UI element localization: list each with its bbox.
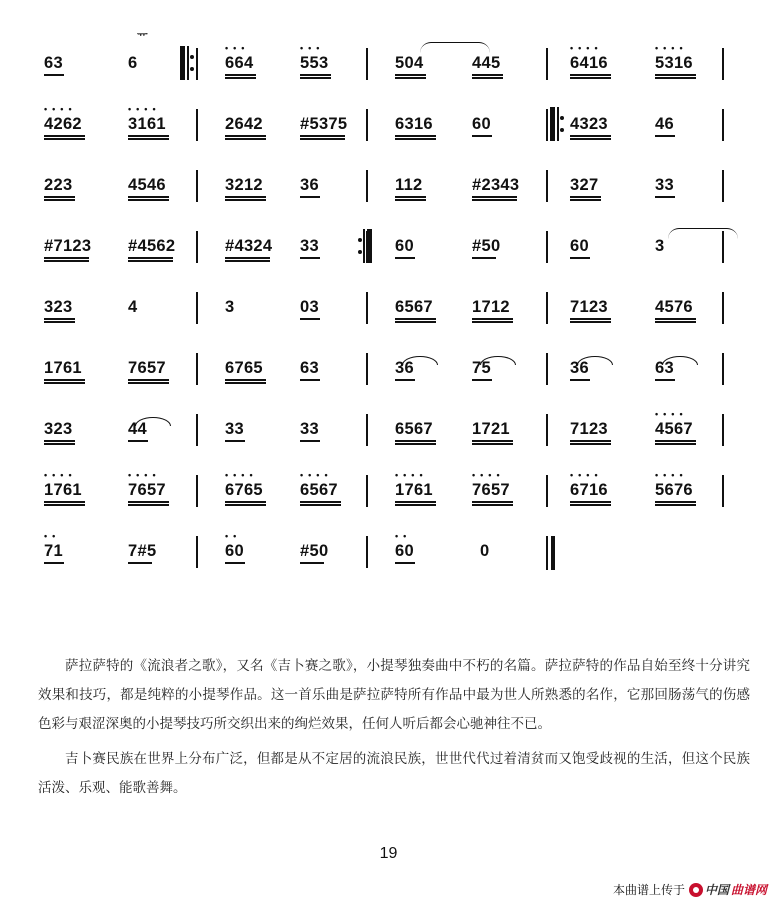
bar-line bbox=[546, 170, 548, 202]
underline bbox=[225, 440, 245, 442]
notes: 3 bbox=[225, 298, 235, 316]
site-logo[interactable] bbox=[689, 881, 767, 898]
underline-double bbox=[44, 504, 85, 506]
underline bbox=[570, 74, 611, 76]
underline bbox=[395, 74, 426, 76]
score-line bbox=[0, 40, 777, 90]
underline-double bbox=[570, 138, 611, 140]
notes: 71 bbox=[44, 542, 63, 560]
underline bbox=[570, 440, 611, 442]
underline-double bbox=[570, 321, 611, 323]
underline bbox=[300, 135, 345, 137]
notes: 7657 bbox=[472, 481, 510, 499]
underline-double bbox=[300, 77, 331, 79]
underline-double bbox=[395, 443, 436, 445]
notes: 2642 bbox=[225, 115, 263, 133]
page-number: 19 bbox=[379, 845, 398, 862]
notes: 6716 bbox=[570, 481, 608, 499]
octave-dots: •••• bbox=[655, 470, 688, 480]
notes: 5316 bbox=[655, 54, 693, 72]
notes: 3 bbox=[655, 237, 665, 255]
notes: 6567 bbox=[300, 481, 338, 499]
bar-line bbox=[722, 414, 724, 446]
underline bbox=[128, 501, 169, 503]
underline-double bbox=[44, 199, 75, 201]
underline bbox=[300, 379, 320, 381]
underline bbox=[570, 318, 611, 320]
bar-line bbox=[196, 170, 198, 202]
notes: 6416 bbox=[570, 54, 608, 72]
bar-line bbox=[196, 48, 198, 80]
tie bbox=[420, 42, 490, 53]
underline bbox=[225, 501, 266, 503]
notes: 7#5 bbox=[128, 542, 157, 560]
underline bbox=[300, 318, 320, 320]
underline-double bbox=[225, 77, 256, 79]
notes: 33 bbox=[655, 176, 674, 194]
notes: 1761 bbox=[395, 481, 433, 499]
octave-dots: •• bbox=[225, 531, 242, 541]
underline bbox=[655, 196, 675, 198]
underline-double bbox=[44, 382, 85, 384]
notes: 60 bbox=[395, 237, 414, 255]
footer bbox=[613, 881, 767, 898]
underline bbox=[225, 135, 266, 137]
underline-double bbox=[655, 504, 696, 506]
octave-dots: •••• bbox=[570, 43, 603, 53]
score-line bbox=[0, 162, 777, 212]
underline bbox=[225, 379, 266, 381]
repeat-sign bbox=[358, 229, 372, 263]
underline bbox=[472, 318, 513, 320]
notes: 6567 bbox=[395, 420, 433, 438]
notes: 504 bbox=[395, 54, 424, 72]
notes: 445 bbox=[472, 54, 501, 72]
logo-icon bbox=[689, 883, 703, 897]
bar-line bbox=[546, 353, 548, 385]
underline bbox=[128, 257, 173, 259]
underline-double bbox=[128, 199, 169, 201]
ornament-mark: ᅲ bbox=[137, 29, 148, 41]
underline bbox=[128, 196, 169, 198]
notes: 36 bbox=[570, 359, 589, 377]
octave-dots: •••• bbox=[225, 470, 258, 480]
notes: 7123 bbox=[570, 420, 608, 438]
underline-double bbox=[300, 138, 345, 140]
notes: 4546 bbox=[128, 176, 166, 194]
notes: #4324 bbox=[225, 237, 273, 255]
logo-text-b: 曲谱网 bbox=[730, 883, 767, 897]
bar-line bbox=[722, 353, 724, 385]
underline bbox=[472, 379, 492, 381]
notes: 6567 bbox=[395, 298, 433, 316]
paragraph-2: 吉卜赛民族在世界上分布广泛，但都是从不定居的流浪民族，世世代代过着清贫而又饱受歧视的生活，但这个民族活泼、乐观、能歌善舞。 bbox=[38, 751, 750, 796]
underline-double bbox=[472, 77, 503, 79]
notes: 36 bbox=[395, 359, 414, 377]
octave-dots: •••• bbox=[128, 470, 161, 480]
underline-double bbox=[395, 321, 436, 323]
underline bbox=[570, 257, 590, 259]
bar-line bbox=[722, 475, 724, 507]
octave-dots: •••• bbox=[472, 470, 505, 480]
score-line bbox=[0, 406, 777, 456]
underline-double bbox=[128, 382, 169, 384]
notes: 1761 bbox=[44, 481, 82, 499]
underline-double bbox=[128, 138, 169, 140]
bar-line bbox=[722, 292, 724, 324]
underline bbox=[300, 440, 320, 442]
underline-double bbox=[44, 443, 75, 445]
underline-double bbox=[570, 77, 611, 79]
bar-line bbox=[546, 475, 548, 507]
notes: 60 bbox=[570, 237, 589, 255]
notes: 03 bbox=[300, 298, 319, 316]
bar-line bbox=[196, 353, 198, 385]
underline-double bbox=[472, 321, 513, 323]
underline bbox=[570, 135, 611, 137]
notes: 5676 bbox=[655, 481, 693, 499]
underline-double bbox=[395, 504, 436, 506]
underline bbox=[395, 562, 415, 564]
notes: #50 bbox=[472, 237, 501, 255]
octave-dots: •••• bbox=[300, 470, 333, 480]
notes: 36 bbox=[300, 176, 319, 194]
notes: 6316 bbox=[395, 115, 433, 133]
underline bbox=[472, 74, 503, 76]
score-line bbox=[0, 528, 777, 578]
bar-line bbox=[546, 292, 548, 324]
description-text bbox=[38, 652, 750, 809]
score-line bbox=[0, 223, 777, 273]
notes: 63 bbox=[44, 54, 63, 72]
underline bbox=[472, 257, 496, 259]
underline-double bbox=[472, 199, 517, 201]
underline-double bbox=[395, 77, 426, 79]
notes: 46 bbox=[655, 115, 674, 133]
notes: 33 bbox=[300, 420, 319, 438]
notes: 0 bbox=[480, 542, 490, 560]
notes: 1761 bbox=[44, 359, 82, 377]
notes: 33 bbox=[225, 420, 244, 438]
underline bbox=[44, 257, 89, 259]
paragraph-1: 萨拉萨特的《流浪者之歌》，又名《吉卜赛之歌》，小提琴独奏曲中不朽的名篇。萨拉萨特的作品自始至终十分讲究效果和技巧，都是纯粹的小提琴作品。这一首乐曲是萨拉萨特所有作品中最为世人所熟悉的名作，它那回肠荡气的伤感色彩与艰涩深奥的小提琴技巧所交织出来的绚烂效果，任何人听后都会心驰神往不已。 bbox=[38, 658, 750, 732]
notes: #2343 bbox=[472, 176, 520, 194]
notes: 6765 bbox=[225, 481, 263, 499]
uploaded-label: 本曲谱上传于 bbox=[612, 883, 685, 897]
underline-double bbox=[225, 199, 266, 201]
underline bbox=[395, 440, 436, 442]
bar-line bbox=[366, 170, 368, 202]
bar-line bbox=[366, 536, 368, 568]
underline bbox=[570, 196, 601, 198]
underline-double bbox=[472, 443, 513, 445]
tie bbox=[668, 228, 738, 239]
repeat-sign bbox=[180, 46, 194, 80]
bar-line bbox=[196, 292, 198, 324]
underline bbox=[472, 196, 517, 198]
notes: 4323 bbox=[570, 115, 608, 133]
octave-dots: •••• bbox=[655, 409, 688, 419]
underline bbox=[225, 74, 256, 76]
underline bbox=[570, 501, 611, 503]
underline bbox=[44, 562, 64, 564]
underline-double bbox=[44, 138, 85, 140]
notes: 3212 bbox=[225, 176, 263, 194]
octave-dots: •••• bbox=[395, 470, 428, 480]
underline-double bbox=[300, 504, 341, 506]
notes: 7123 bbox=[570, 298, 608, 316]
underline bbox=[472, 440, 513, 442]
notes: 553 bbox=[300, 54, 329, 72]
underline-double bbox=[128, 260, 173, 262]
underline bbox=[44, 135, 85, 137]
notes: 6765 bbox=[225, 359, 263, 377]
underline-double bbox=[225, 260, 270, 262]
underline bbox=[225, 562, 245, 564]
underline bbox=[655, 135, 675, 137]
bar-line bbox=[546, 109, 548, 141]
notes: 1721 bbox=[472, 420, 510, 438]
bar-line bbox=[366, 48, 368, 80]
underline-double bbox=[655, 77, 696, 79]
notes: 323 bbox=[44, 420, 73, 438]
notes: 60 bbox=[225, 542, 244, 560]
underline bbox=[395, 257, 415, 259]
underline-double bbox=[570, 504, 611, 506]
underline bbox=[128, 379, 169, 381]
bar-line bbox=[366, 414, 368, 446]
notes: 7657 bbox=[128, 481, 166, 499]
score-line bbox=[0, 467, 777, 517]
underline bbox=[655, 440, 696, 442]
notes: 7657 bbox=[128, 359, 166, 377]
underline-double bbox=[395, 199, 426, 201]
notes: #50 bbox=[300, 542, 329, 560]
underline bbox=[128, 562, 152, 564]
underline-double bbox=[44, 321, 75, 323]
octave-dots: •••• bbox=[44, 104, 77, 114]
underline-double bbox=[225, 138, 266, 140]
underline bbox=[472, 135, 492, 137]
notes: 327 bbox=[570, 176, 599, 194]
underline bbox=[570, 379, 590, 381]
underline-double bbox=[128, 504, 169, 506]
underline-double bbox=[570, 199, 601, 201]
underline-double bbox=[472, 504, 513, 506]
bar-line bbox=[546, 414, 548, 446]
notes: #4562 bbox=[128, 237, 176, 255]
notes: 60 bbox=[395, 542, 414, 560]
underline-double bbox=[655, 443, 696, 445]
bar-line bbox=[366, 292, 368, 324]
octave-dots: ••• bbox=[225, 43, 250, 53]
notes: 4567 bbox=[655, 420, 693, 438]
notes: 4 bbox=[128, 298, 138, 316]
underline bbox=[44, 318, 75, 320]
underline bbox=[300, 257, 320, 259]
underline bbox=[395, 501, 436, 503]
underline bbox=[225, 257, 270, 259]
bar-line bbox=[546, 48, 548, 80]
notes: 63 bbox=[655, 359, 674, 377]
underline-double bbox=[225, 382, 266, 384]
notes: 63 bbox=[300, 359, 319, 377]
notes: 33 bbox=[300, 237, 319, 255]
notes: 6 bbox=[128, 54, 138, 72]
bar-line bbox=[722, 109, 724, 141]
underline bbox=[44, 196, 75, 198]
bar-line bbox=[196, 475, 198, 507]
underline-double bbox=[570, 443, 611, 445]
underline bbox=[300, 74, 331, 76]
underline bbox=[655, 501, 696, 503]
underline bbox=[395, 196, 426, 198]
underline bbox=[395, 379, 415, 381]
bar-line bbox=[366, 109, 368, 141]
notes: 223 bbox=[44, 176, 73, 194]
final-barline bbox=[546, 536, 556, 570]
bar-line bbox=[722, 48, 724, 80]
notes: 75 bbox=[472, 359, 491, 377]
bar-line bbox=[196, 536, 198, 568]
bar-line bbox=[366, 353, 368, 385]
octave-dots: •• bbox=[395, 531, 412, 541]
score-line bbox=[0, 284, 777, 334]
underline bbox=[44, 501, 85, 503]
underline bbox=[472, 501, 513, 503]
bar-line bbox=[722, 170, 724, 202]
score-line bbox=[0, 101, 777, 151]
bar-line bbox=[366, 475, 368, 507]
repeat-sign bbox=[550, 107, 564, 141]
underline bbox=[655, 74, 696, 76]
notes: 112 bbox=[395, 176, 423, 194]
underline-double bbox=[44, 260, 89, 262]
notes: 3161 bbox=[128, 115, 166, 133]
underline bbox=[44, 440, 75, 442]
score-line bbox=[0, 345, 777, 395]
underline bbox=[300, 562, 324, 564]
logo-text-a: 中国 bbox=[704, 883, 729, 897]
notes: #7123 bbox=[44, 237, 92, 255]
underline bbox=[225, 196, 266, 198]
octave-dots: ••• bbox=[300, 43, 325, 53]
underline bbox=[44, 379, 85, 381]
octave-dots: •••• bbox=[570, 470, 603, 480]
notes: 323 bbox=[44, 298, 73, 316]
notes: 60 bbox=[472, 115, 491, 133]
underline-double bbox=[655, 321, 696, 323]
underline bbox=[300, 501, 341, 503]
bar-line bbox=[196, 109, 198, 141]
notes: 664 bbox=[225, 54, 254, 72]
underline bbox=[44, 74, 64, 76]
octave-dots: •••• bbox=[655, 43, 688, 53]
octave-dots: •••• bbox=[44, 470, 77, 480]
bar-line bbox=[546, 231, 548, 263]
underline bbox=[128, 440, 148, 442]
notes: 4262 bbox=[44, 115, 82, 133]
notes: 44 bbox=[128, 420, 147, 438]
underline bbox=[655, 318, 696, 320]
bar-line bbox=[196, 414, 198, 446]
underline-double bbox=[225, 504, 266, 506]
underline bbox=[128, 135, 169, 137]
notes: 1712 bbox=[472, 298, 510, 316]
underline bbox=[655, 379, 675, 381]
bar-line bbox=[196, 231, 198, 263]
underline bbox=[395, 318, 436, 320]
notes: #5375 bbox=[300, 115, 348, 133]
octave-dots: •••• bbox=[128, 104, 161, 114]
underline-double bbox=[395, 138, 436, 140]
underline bbox=[300, 196, 320, 198]
notes: 4576 bbox=[655, 298, 693, 316]
octave-dots: •• bbox=[44, 531, 61, 541]
underline bbox=[395, 135, 436, 137]
